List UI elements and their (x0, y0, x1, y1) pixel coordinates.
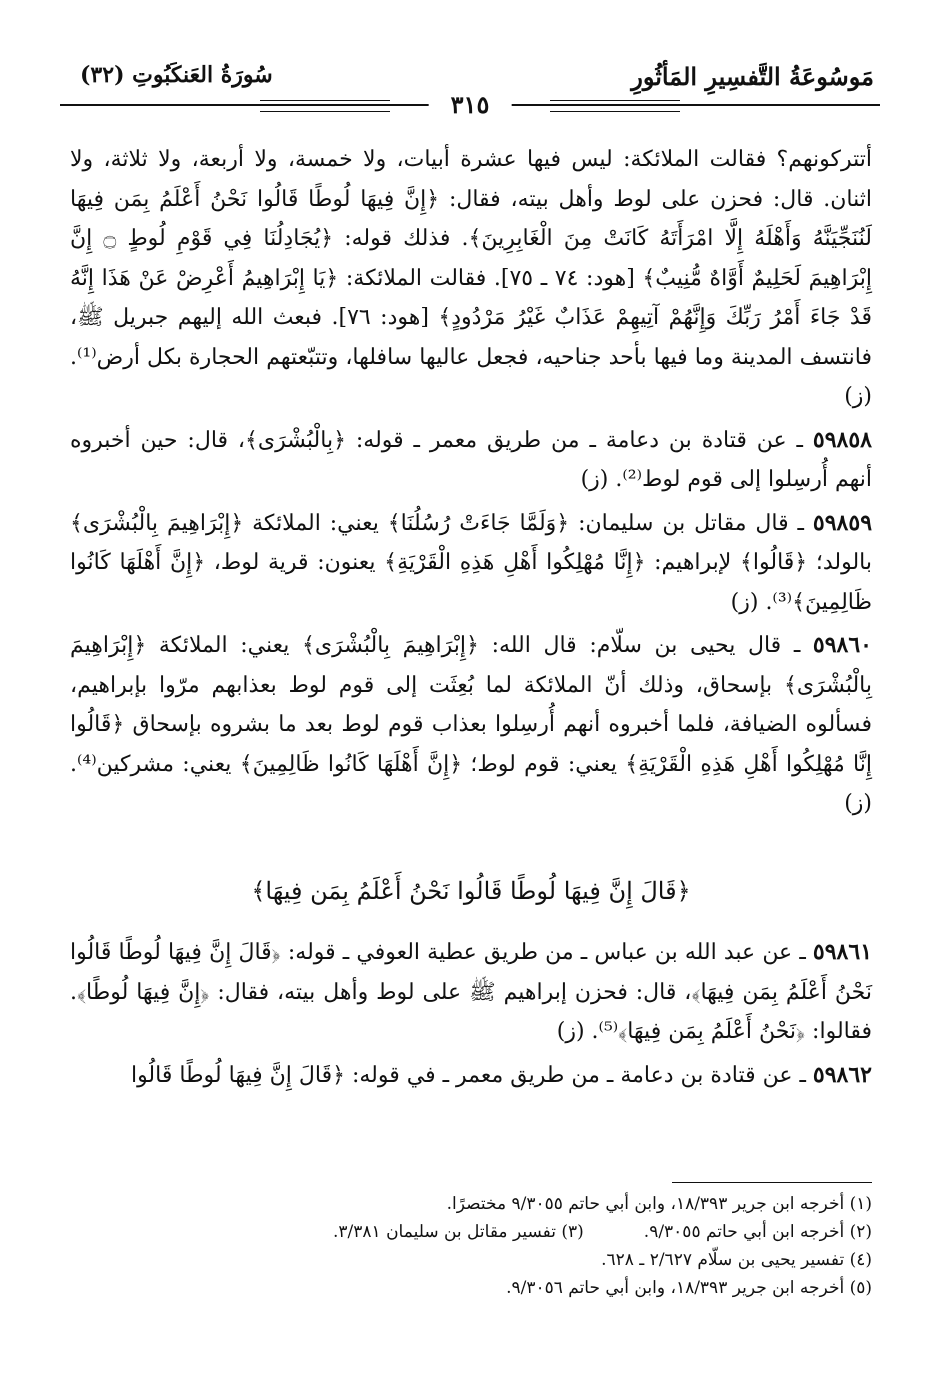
footnote: (٢) أخرجه ابن أبي حاتم ٩/٣٠٥٥. (643, 1222, 872, 1242)
narration-number: ٥٩٨٦٢ (812, 1061, 872, 1088)
page-header (60, 52, 880, 122)
header-ornament-left (260, 100, 390, 112)
narration-59859 (70, 504, 872, 623)
narration-text: ـ عن قتادة بن دعامة ـ من طريق معمر ـ قوله: ﴿بِالْبُشْرَى﴾، قال: حين أخبروه أنهم أُرسِلوا إلى قوم لوط⁽²⁾. (ز) (70, 427, 872, 492)
footnote: (٤) تفسير يحيى بن سلّام ٢/٦٢٧ ـ ٦٢٨. (601, 1250, 872, 1270)
narration-59860 (70, 626, 872, 824)
paragraph: أتتركونهم؟ فقالت الملائكة: ليس فيها عشرة أبيات، ولا خمسة، ولا أربعة، ولا ثلاثة، ولا اثنان. قال: فحزن على لوط وأهل بيته، فقال: ﴿إِنَّ فِيهَا لُوطًا قَالُوا نَحْنُ أَعْلَمُ بِمَن فِيهَا لَنُنَجِّيَنَّهُ وَأَهْلَهُ إِلَّا امْرَأَتَهُ كَانَتْ مِنَ الْغَابِرِينَ﴾. فذلك قوله: ﴿يُجَادِلُنَا فِي قَوْمِ لُوطٍ ۝ إِنَّ إِبْرَاهِيمَ لَحَلِيمٌ أَوَّاهٌ مُّنِيبٌ﴾ [هود: ٧٤ ـ ٧٥]. فقالت الملائكة: ﴿يَا إِبْرَاهِيمُ أَعْرِضْ عَنْ هَذَا إِنَّهُ قَدْ جَاءَ أَمْرُ رَبِّكَ وَإِنَّهُمْ آتِيهِمْ عَذَابٌ غَيْرُ مَرْدُودٍ﴾ [هود: ٧٦]. فبعث الله إليهم جبريل ﷺ، فانتسف المدينة وما فيها بأحد جناحيه، فجعل عاليها سافلها، وتتبّعتهم الحجارة بكل أرض⁽¹⁾. (ز) (70, 147, 872, 409)
narration-number: ٥٩٨٥٨ (812, 426, 872, 453)
header-ornament-right (550, 100, 680, 112)
page-number: ٣١٥ (429, 90, 512, 119)
narration-number: ٥٩٨٥٩ (812, 509, 873, 536)
footnote-row (70, 1218, 872, 1246)
footnote: (٣) تفسير مقاتل بن سليمان ٣/٣٨١. (333, 1222, 584, 1242)
narration-text: ـ قال يحيى بن سلّام: قال الله: ﴿إِبْرَاهِيمَ بِالْبُشْرَى﴾ يعني: الملائكة ﴿إِبْرَاهِيمَ بِالْبُشْرَى﴾ بإسحاق، وذلك أنّ الملائكة لما بُعِثَت إلى قوم لوط بعذابهم مرّوا بإبراهيم، فسألوه الضيافة، فلما أخبروه أنهم أُرسِلوا بعذاب قوم لوط بعد ما بشروه بإسحاق ﴿قَالُوا إِنَّا مُهْلِكُوا أَهْلِ هَذِهِ الْقَرْيَةِ﴾ يعني: قوم لوط؛ ﴿إِنَّ أَهْلَهَا كَانُوا ظَالِمِينَ﴾ يعني: مشركين⁽⁴⁾. (ز) (70, 633, 872, 816)
narration-number: ٥٩٨٦٠ (812, 632, 872, 658)
narration-number: ٥٩٨٦١ (812, 939, 873, 965)
narration-59861 (70, 933, 872, 1052)
narration-text: ـ عن عبد الله بن عباس ـ من طريق عطية العوفي ـ قوله: ﴿قَالَ إِنَّ فِيهَا لُوطًا قَالُوا نَحْنُ أَعْلَمُ بِمَن فِيهَا﴾، قال: فحزن إبراهيم ﷺ على لوط وأهل بيته، فقال: ﴿إِنَّ فِيهَا لُوطًا﴾. فقالوا: ﴿نَحْنُ أَعْلَمُ بِمَن فِيهَا﴾⁽⁵⁾. (ز) (70, 940, 872, 1044)
main-text (70, 140, 872, 1099)
surah-title: سُورَةُ العَنكَبُوتِ (٣٢) (80, 62, 273, 88)
narration-59858 (70, 421, 872, 500)
footnote: (٥) أخرجه ابن جرير ١٨/٣٩٣، وابن أبي حاتم ٩/٣٠٥٦. (506, 1278, 872, 1298)
verse-heading: ﴿قَالَ إِنَّ فِيهَا لُوطًا قَالُوا نَحْنُ أَعْلَمُ بِمَن فِيهَا﴾ (251, 876, 691, 905)
narration-59862 (70, 1056, 872, 1096)
narration-text: ـ عن قتادة بن دعامة ـ من طريق معمر ـ في قوله: ﴿قَالَ إِنَّ فِيهَا لُوطًا قَالُوا (130, 1062, 806, 1088)
narration-text: ـ قال مقاتل بن سليمان: ﴿وَلَمَّا جَاءَتْ رُسُلُنَا﴾ يعني: الملائكة ﴿إِبْرَاهِيمَ بِالْبُشْرَى﴾ بالولد؛ ﴿قَالُوا﴾ لإبراهيم: ﴿إِنَّا مُهْلِكُوا أَهْلِ هَذِهِ الْقَرْيَةِ﴾ يعنون: قرية لوط، ﴿إِنَّ أَهْلَهَا كَانُوا ظَالِمِينَ﴾⁽³⁾. (ز) (70, 510, 872, 615)
footnotes (70, 1190, 872, 1302)
footnote: (١) أخرجه ابن جرير ١٨/٣٩٣، وابن أبي حاتم ٩/٣٠٥٥ مختصرًا. (446, 1194, 872, 1214)
book-title: مَوسُوعَةُ التَّفسِيرِ المَأثُورِ (631, 62, 874, 91)
footnote-rule (672, 1182, 872, 1183)
